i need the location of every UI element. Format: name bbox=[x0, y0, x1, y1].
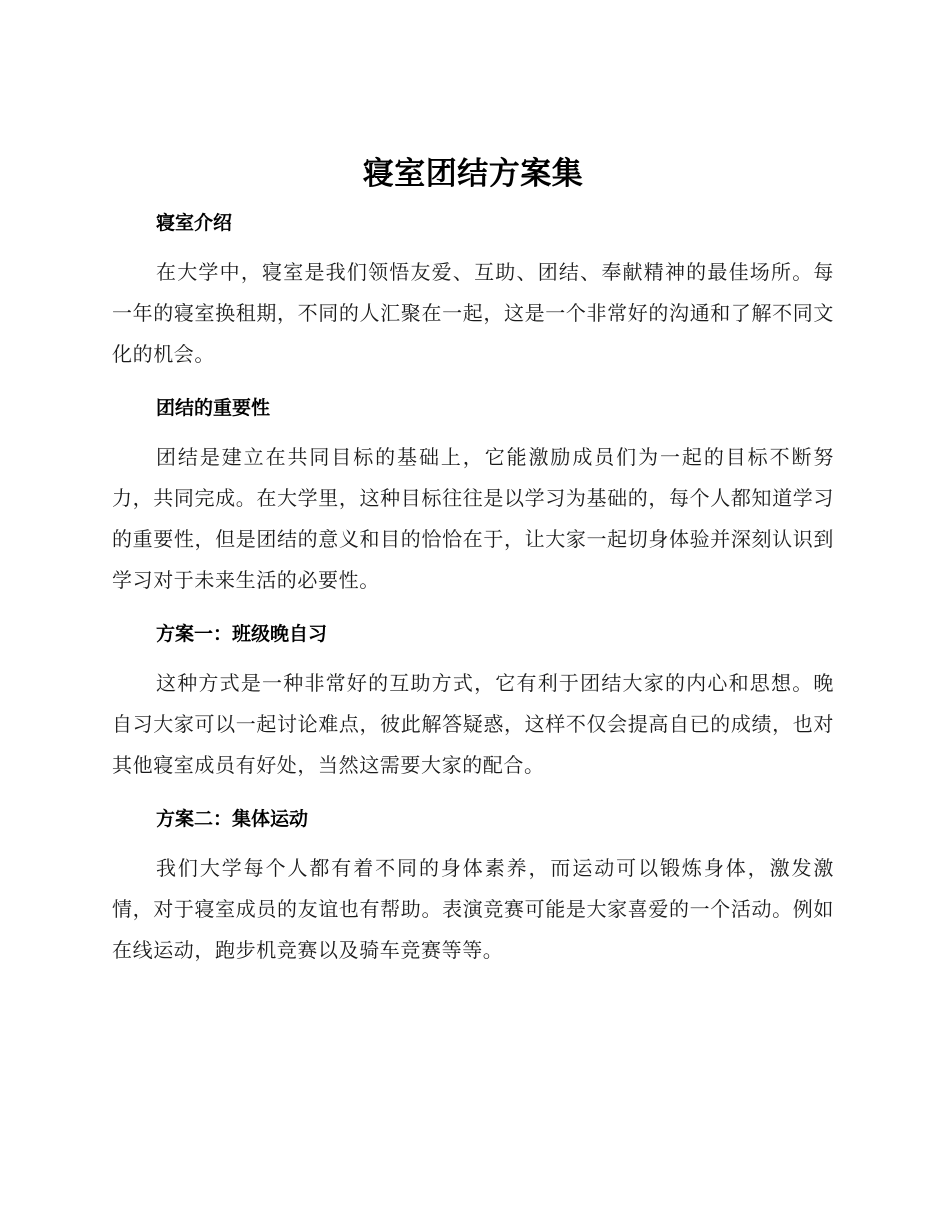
section-plan-one bbox=[112, 619, 834, 786]
section-heading-dorm-intro: 寝室介绍 bbox=[156, 212, 233, 234]
section-body-plan-one: 这种方式是一种非常好的互助方式，它有利于团结大家的内心和思想。晚自习大家可以一起讨论难点，彼此解答疑惑，这样不仅会提高自已的成绩，也对其他寝室成员有好处，当然这需要大家的配合。 bbox=[112, 671, 834, 777]
section-heading-plan-one: 方案一：班级晚自习 bbox=[156, 623, 328, 645]
section-heading-importance-of-unity: 团结的重要性 bbox=[156, 397, 271, 419]
section-body-dorm-intro: 在大学中，寝室是我们领悟友爱、互助、团结、奉献精神的最佳场所。每一年的寝室换租期，不同的人汇聚在一起，这是一个非常好的沟通和了解不同文化的机会。 bbox=[112, 260, 834, 366]
section-body-importance-of-unity: 团结是建立在共同目标的基础上，它能激励成员们为一起的目标不断努力，共同完成。在大学里，这种目标往往是以学习为基础的，每个人都知道学习的重要性，但是团结的意义和目的恰恰在于，让大家一起切身体验并深刻认识到学习对于未来生活的必要性。 bbox=[112, 445, 834, 592]
section-dorm-intro bbox=[112, 208, 834, 375]
section-plan-two bbox=[112, 804, 834, 971]
document-title: 寝室团结方案集 bbox=[362, 156, 584, 192]
section-body-plan-two: 我们大学每个人都有着不同的身体素养，而运动可以锻炼身体，激发激情，对于寝室成员的友谊也有帮助。表演竞赛可能是大家喜爱的一个活动。例如在线运动，跑步机竞赛以及骑车竞赛等等。 bbox=[112, 856, 834, 962]
section-heading-plan-two: 方案二：集体运动 bbox=[156, 808, 309, 830]
document-page bbox=[112, 150, 834, 971]
section-importance-of-unity bbox=[112, 393, 834, 601]
